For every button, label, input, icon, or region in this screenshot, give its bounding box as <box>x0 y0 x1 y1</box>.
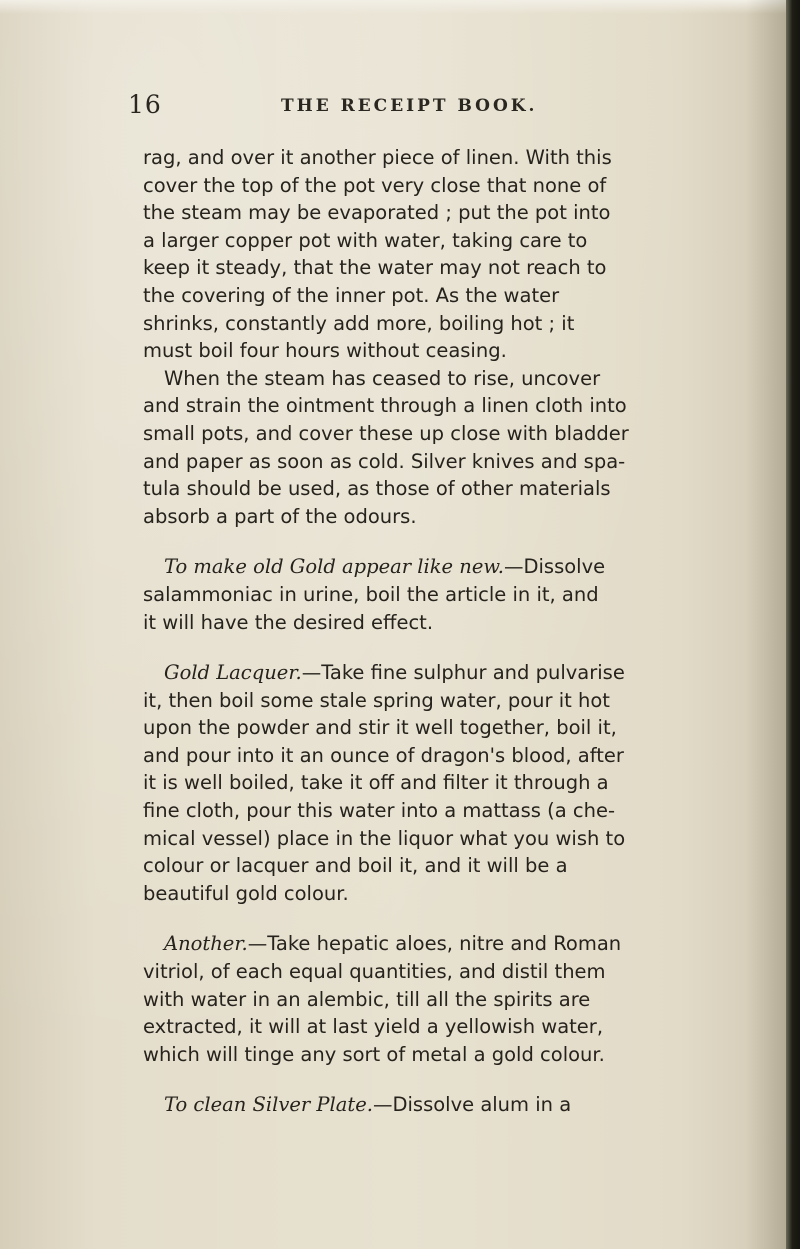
text-line: which will tinge any sort of metal a gold colour. <box>143 1042 605 1066</box>
text-line: cover the top of the pot very close that none of <box>143 173 607 197</box>
recipe-first-line <box>143 553 743 581</box>
recipe-gold-lacquer <box>143 659 743 907</box>
text-line: and strain the ointment through a linen cloth into <box>143 394 627 418</box>
text-line: rag, and over it another piece of linen. With this <box>143 146 612 169</box>
text-line: keep it steady, that the water may not reach to <box>143 256 607 280</box>
paragraph-straining <box>143 365 743 531</box>
text-line: upon the powder and stir it well together, boil it, <box>143 716 617 740</box>
page-top-edge <box>0 0 800 14</box>
text-line: fine cloth, pour this water into a mattass (a che- <box>143 799 615 823</box>
binding-shadow <box>746 0 786 1249</box>
recipe-another <box>143 930 743 1068</box>
text-line: and paper as soon as cold. Silver knives and spa- <box>143 449 626 473</box>
text-line: absorb a part of the odours. <box>143 504 417 528</box>
text-line: it is well boiled, take it off and filter it through a <box>143 771 609 795</box>
text-line: with water in an alembic, till all the spirits are <box>143 987 591 1011</box>
text-line: salammoniac in urine, boil the article in it, and <box>143 582 599 606</box>
text-line: and pour into it an ounce of dragon's blood, after <box>143 743 624 767</box>
recipe-first-line <box>143 930 743 958</box>
recipe-silver-plate <box>143 1091 743 1119</box>
page-header <box>0 90 780 126</box>
text-line: a larger copper pot with water, taking care to <box>143 228 588 252</box>
recipe-text: —Dissolve <box>503 555 606 579</box>
running-head: THE RECEIPT BOOK. <box>281 96 538 116</box>
text-line: it, then boil some stale spring water, pour it hot <box>143 688 610 712</box>
recipe-first-line <box>143 1091 743 1119</box>
text-line: small pots, and cover these up close with bladder <box>143 421 629 445</box>
text-line: shrinks, constantly add more, boiling hot ; it <box>143 311 575 335</box>
recipe-title: Gold Lacquer. <box>164 661 302 685</box>
text-line: mical vessel) place in the liquor what you wish to <box>143 826 626 850</box>
recipe-title: Another. <box>164 932 248 956</box>
recipe-title: To clean Silver Plate. <box>164 1093 373 1117</box>
text-line: vitriol, of each equal quantities, and distil them <box>143 960 606 984</box>
text-line: must boil four hours without ceasing. <box>143 339 507 363</box>
page-right-edge <box>786 0 800 1249</box>
text-line: When the steam has ceased to rise, uncover <box>164 366 601 390</box>
text-line: extracted, it will at last yield a yellowish water, <box>143 1015 604 1039</box>
recipe-text: —Take fine sulphur and pulvarise <box>301 661 625 685</box>
recipe-text: —Take hepatic aloes, nitre and Roman <box>247 932 622 956</box>
text-line: beautiful gold colour. <box>143 881 349 905</box>
page-number: 16 <box>128 90 162 119</box>
text-line: the covering of the inner pot. As the water <box>143 283 560 307</box>
text-line: it will have the desired effect. <box>143 610 434 634</box>
recipe-text: —Dissolve alum in a <box>372 1093 572 1117</box>
recipe-old-gold <box>143 553 743 636</box>
paragraph-ointment-continued <box>143 144 743 365</box>
text-line: colour or lacquer and boil it, and it will be a <box>143 854 568 878</box>
text-line: the steam may be evaporated ; put the pot into <box>143 201 611 225</box>
body-text <box>143 144 743 1119</box>
recipe-title: To make old Gold appear like new. <box>164 555 504 579</box>
recipe-first-line <box>143 659 743 687</box>
text-line: tula should be used, as those of other materials <box>143 477 611 501</box>
